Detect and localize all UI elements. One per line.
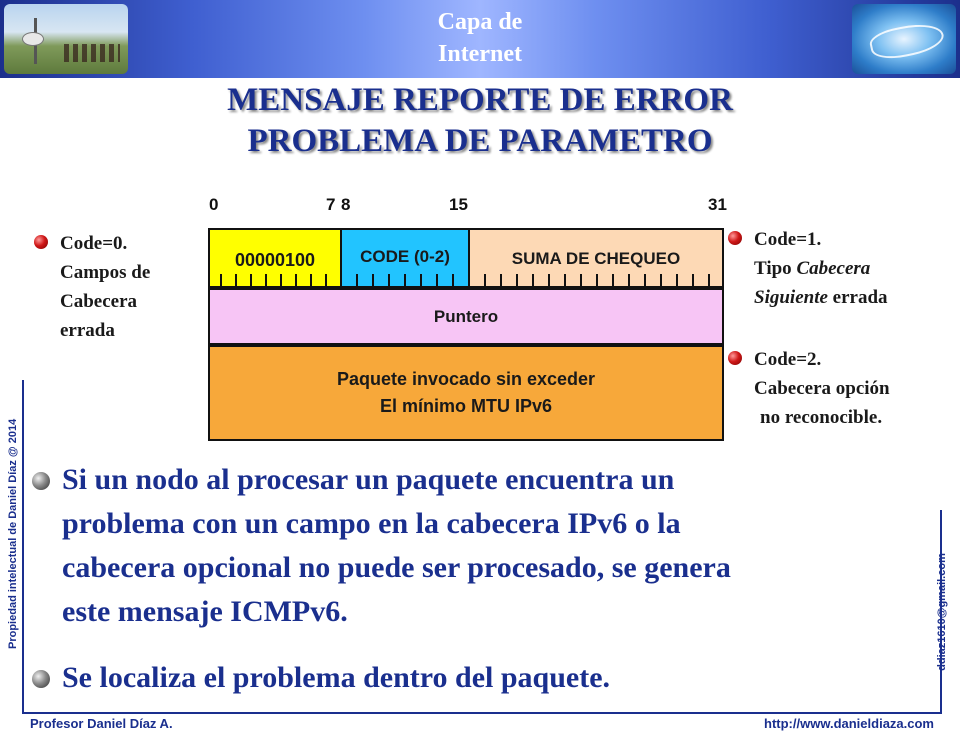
email-vertical-text: ddiaz1610@gmail.com — [936, 553, 948, 671]
body-bullet-1-line4: este mensaje ICMPv6. — [62, 595, 348, 628]
code-field: CODE (0-2) — [340, 228, 470, 288]
note-code0-line1: Code=0. — [60, 233, 128, 254]
slide-title-line1: MENSAJE REPORTE DE ERROR — [227, 82, 733, 118]
body-bullet-1-line1: Si un nodo al procesar un paquete encuentra un — [62, 463, 675, 496]
bit-label-0: 0 — [209, 195, 219, 214]
frame-line-left — [22, 380, 24, 712]
checksum-field: SUMA DE CHEQUEO — [468, 228, 724, 288]
slide-title-line2: PROBLEMA DE PARAMETRO — [247, 123, 713, 159]
note-code0-line3: Cabecera — [60, 291, 138, 312]
note-code0-line4: errada — [60, 320, 115, 341]
pointer-field: Puntero — [208, 288, 724, 345]
note-code1-line1: Code=1. — [754, 229, 822, 250]
type-field: 00000100 — [208, 228, 342, 288]
copyright-vertical-text: Propiedad intelectual de Daniel Díaz @ 2014 — [7, 418, 19, 649]
bit-label-15: 15 — [449, 195, 468, 214]
red-bullet-icon — [34, 235, 48, 249]
body-bullet-2 — [62, 656, 610, 700]
note-code1-line2: Tipo Cabecera — [754, 258, 871, 279]
header-banner — [0, 0, 960, 78]
bit-label-31: 31 — [708, 195, 727, 214]
gray-bullet-icon — [32, 670, 50, 688]
payload-line2: El mínimo MTU IPv6 — [379, 396, 553, 416]
section-title-line1: Capa de — [437, 9, 523, 35]
red-bullet-icon — [728, 351, 742, 365]
footer-website-link[interactable]: http://www.danieldiaza.com — [764, 716, 934, 731]
section-title — [330, 6, 630, 70]
note-code2-line2: Cabecera opción — [754, 378, 890, 399]
section-title-line2: Internet — [438, 41, 522, 67]
payload-field — [208, 345, 724, 441]
note-code0 — [60, 229, 150, 345]
note-code2-line3: no reconocible. — [760, 407, 883, 428]
bit-label-8: 8 — [341, 195, 351, 214]
footer-author: Profesor Daniel Díaz A. — [30, 716, 173, 731]
slide-title — [0, 80, 960, 162]
payload-line1: Paquete invocado sin exceder — [336, 369, 596, 389]
note-code0-line2: Campos de — [60, 262, 151, 283]
gray-bullet-icon — [32, 472, 50, 490]
antenna-photo — [4, 4, 128, 74]
note-code2-line1: Code=2. — [754, 349, 822, 370]
body-bullet-2-text: Se localiza el problema dentro del paquete. — [62, 661, 611, 694]
body-bullet-1 — [62, 458, 731, 634]
note-code2 — [754, 345, 890, 432]
frame-line-bottom — [22, 712, 942, 714]
note-code1-line3: Siguiente errada — [754, 287, 888, 308]
network-hand-photo — [852, 4, 956, 74]
bit-label-7: 7 — [326, 195, 336, 214]
red-bullet-icon — [728, 231, 742, 245]
body-bullet-1-line3: cabecera opcional no puede ser procesado, se genera — [62, 551, 731, 584]
body-bullet-1-line2: problema con un campo en la cabecera IPv6 o la — [62, 507, 681, 540]
note-code1 — [754, 225, 888, 312]
